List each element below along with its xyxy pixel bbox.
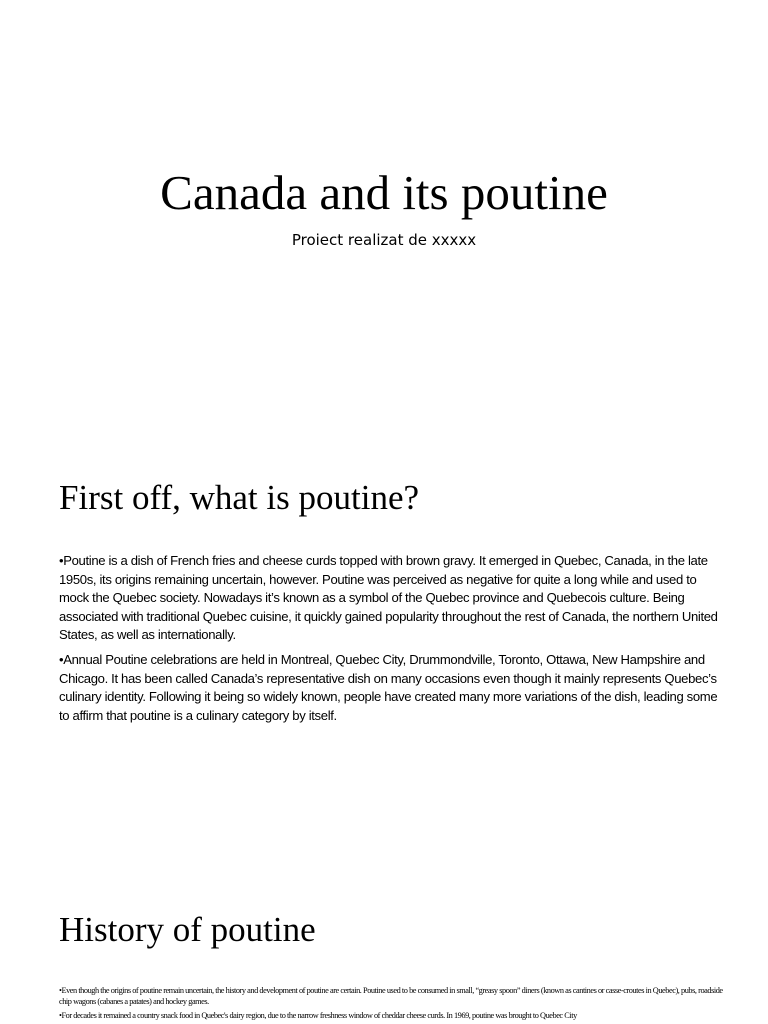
history-heading: History of poutine <box>59 910 316 949</box>
what-is-poutine-paragraph-1: •Poutine is a dish of French fries and cheese curds topped with brown gravy. It emerged in Quebec, Canada, in the late 1950s, its origins remaining uncertain, however. Poutine was perceived as negative for quite a long while and used to mock the Quebec society. Nowadays it’s known as a symbol of the Quebec province and Quebecois culture. Being associated with traditional Quebec cuisine, it quickly gained popularity throughout the rest of Canada, the northern United States, as well as internationally. <box>59 553 718 643</box>
presentation-title: Canada and its poutine <box>160 165 608 220</box>
what-is-poutine-paragraph-2: •Annual Poutine celebrations are held in Montreal, Quebec City, Drummondville, Toronto, Ottawa, New Hampshire and Chicago. It has been called Canada’s representative dish on many occasions even though it mainly represents Quebec’s culinary identity. Following it being so widely known, people have created many more variations of the dish, leading some to affirm that poutine is a culinary category by itself. <box>59 652 718 723</box>
history-paragraph-2: •For decades it remained a country snack food in Quebec's dairy region, due to the narrow freshness window of cheddar cheese curds. In 1969, poutine was brought to Quebec City <box>59 1011 577 1020</box>
presentation-subtitle: Proiect realizat de xxxxx <box>291 231 477 249</box>
history-paragraph-1: •Even though the origins of poutine remain uncertain, the history and development of poutine are certain. Poutine used to be consumed in small, “greasy spoon” diners (known as cantines or casse-croutes in Quebec), pubs, roadside chip wagons (cabanes a patates) and hockey games. <box>59 986 723 1006</box>
what-is-poutine-heading: First off, what is poutine? <box>59 478 420 517</box>
